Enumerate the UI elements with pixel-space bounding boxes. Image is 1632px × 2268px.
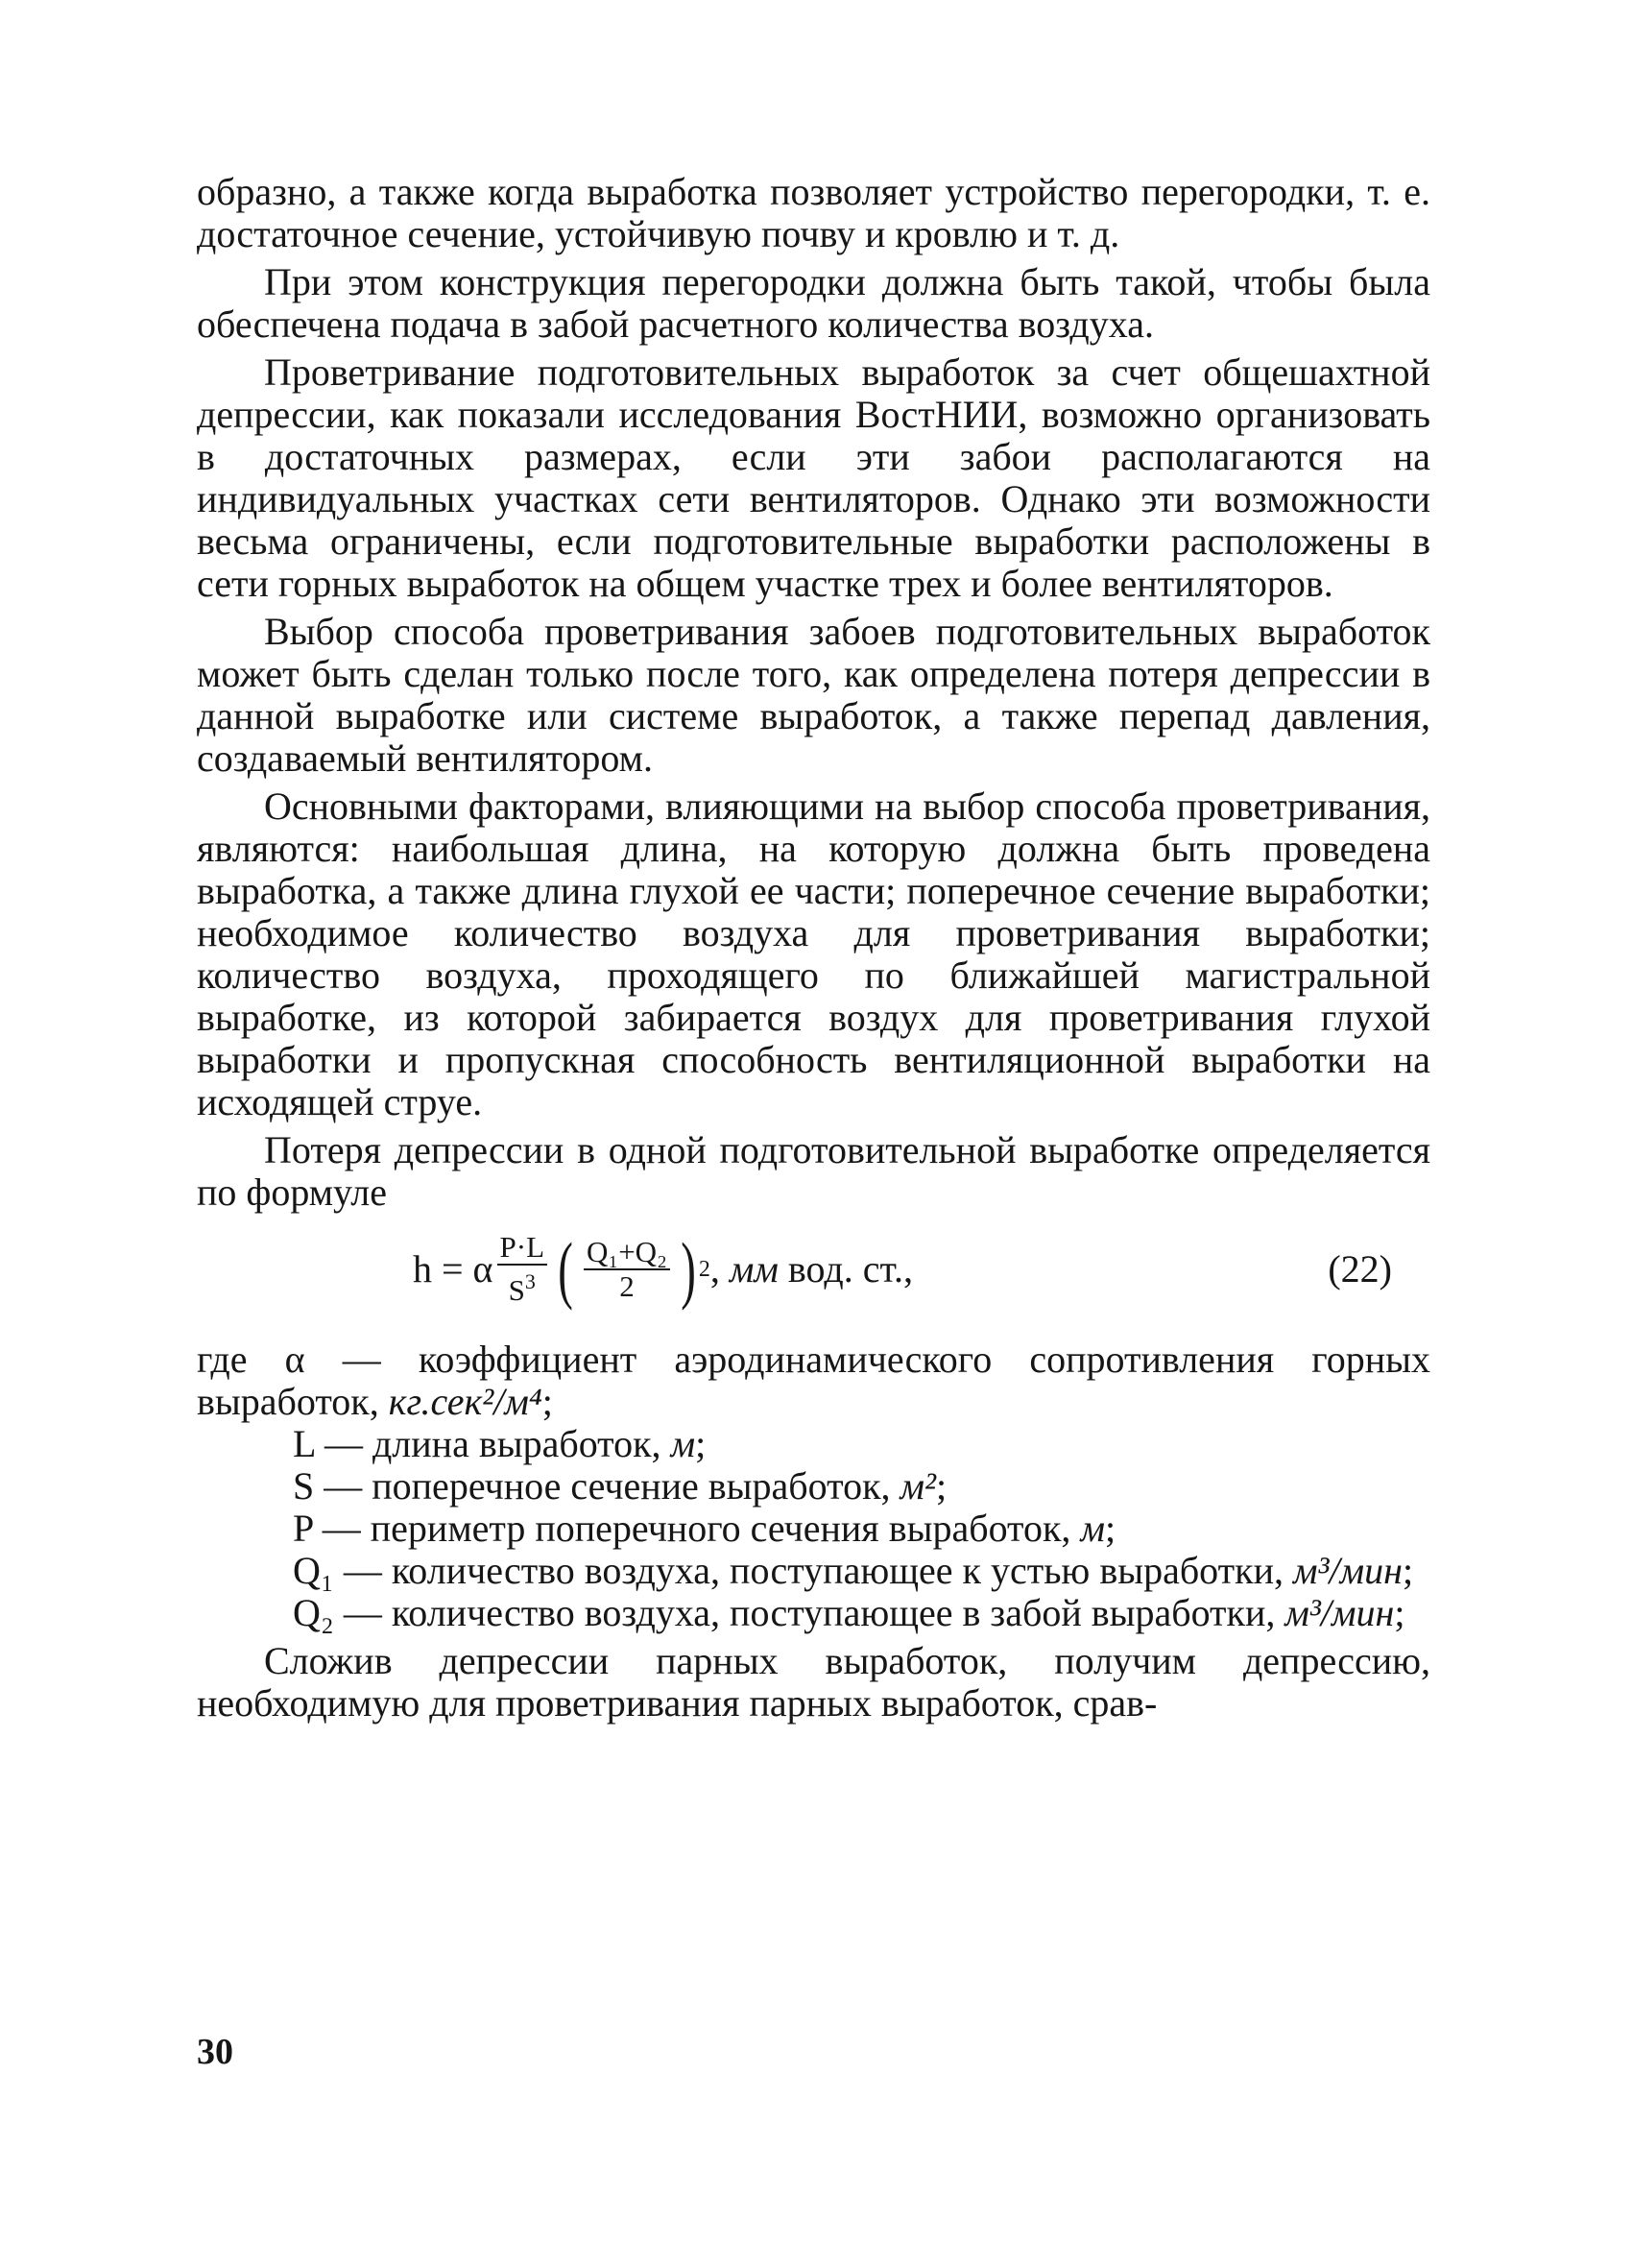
closing-paragraph: Сложив депрессии парных выработок, получим депрессию, необходимую для проветривания парных выработок, срав- xyxy=(197,1639,1430,1725)
definition-alpha-unit: кг.сек²/м⁴ xyxy=(388,1380,542,1423)
formula-inner-denominator: 2 xyxy=(619,1268,635,1303)
definition-L-unit: м xyxy=(670,1422,696,1465)
definition-S-end: ; xyxy=(936,1464,948,1508)
definition-P-end: ; xyxy=(1104,1507,1116,1550)
definition-Q2-unit: м³/мин xyxy=(1284,1591,1395,1634)
formula-inner-numerator: Q₁+Q₂ xyxy=(584,1236,670,1270)
definition-Q1-text: Q₁ — количество воздуха, поступающее к устью выработки, xyxy=(293,1549,1284,1592)
formula-unit-rest: вод. ст., xyxy=(787,1246,913,1291)
definition-L-end: ; xyxy=(695,1422,707,1465)
formula-power: 2 xyxy=(698,1256,710,1282)
formula-number: (22) xyxy=(1328,1247,1392,1291)
definition-P xyxy=(293,1508,1430,1550)
definition-P-text: P — периметр поперечного сечения выработок, xyxy=(293,1507,1071,1550)
paragraph-6: Потеря депрессии в одной подготовительной выработке определяется по формуле xyxy=(197,1128,1430,1214)
formula-unit-italic: мм xyxy=(729,1246,779,1291)
formula-denominator: S xyxy=(508,1273,525,1307)
definition-Q2 xyxy=(293,1592,1430,1634)
definition-Q1 xyxy=(293,1550,1430,1592)
formula-denominator-power: 3 xyxy=(524,1269,536,1293)
formula-inner-fraction xyxy=(584,1236,670,1303)
definition-P-unit: м xyxy=(1080,1507,1105,1550)
definition-S-text: S — поперечное сечение выработок, xyxy=(293,1464,891,1508)
left-paren: ( xyxy=(558,1226,573,1311)
definition-Q2-end: ; xyxy=(1394,1591,1405,1634)
definition-Q1-end: ; xyxy=(1403,1549,1414,1592)
paragraph-2: При этом конструкция перегородки должна быть такой, чтобы была обеспечена подача в забой расчетного количества воздуха. xyxy=(197,260,1430,346)
definition-L-text: L — длина выработок, xyxy=(293,1422,661,1465)
paragraph-3: Проветривание подготовительных выработок за счет общешахтной депрессии, как показали исследования ВостНИИ, возможно организовать в достаточных размерах, если эти забои располагаются на индивидуальных участках сети вентиляторов. Однако эти возможности весьма ограничены, если подготовительные выработки расположены в сети горных выработок на общем участке трех и более вентиляторов. xyxy=(197,350,1430,605)
definition-Q2-text: Q₂ — количество воздуха, поступающее в забой выработки, xyxy=(293,1591,1276,1634)
definition-L xyxy=(293,1423,1430,1465)
definition-alpha-text: где α — коэффициент аэродинамического сопротивления горных выработок, xyxy=(197,1338,1430,1423)
formula-numerator: P·L xyxy=(497,1231,548,1266)
page-number: 30 xyxy=(197,2032,233,2072)
definition-S xyxy=(293,1465,1430,1508)
right-paren: ) xyxy=(681,1226,696,1311)
definition-S-unit: м² xyxy=(900,1464,937,1508)
definition-Q1-unit: м³/мин xyxy=(1292,1549,1403,1592)
formula-expression xyxy=(413,1226,913,1311)
page-body xyxy=(197,171,1430,1730)
paragraph-4: Выбор способа проветривания забоев подготовительных выработок может быть сделан только после того, как определена потеря депрессии в данной выработке или системе выработок, а также перепад давления, создаваемый вентилятором. xyxy=(197,610,1430,780)
formula-lhs: h = α xyxy=(413,1246,493,1291)
formula-22 xyxy=(197,1225,1430,1317)
formula-comma: , xyxy=(709,1246,730,1291)
definition-alpha-end: ; xyxy=(541,1380,553,1423)
formula-denominator-group xyxy=(506,1266,539,1307)
formula-fraction xyxy=(497,1231,548,1307)
paragraph-5: Основными факторами, влияющими на выбор способа проветривания, являются: наибольшая длина, на которую должна быть проведена выработка, а также длина глухой ее части; поперечное сечение выработки; необходимое количество воздуха для проветривания выработки; количество воздуха, проходящего по ближайшей магистральной выработке, из которой забирается воздух для проветривания глухой выработки и пропускная способность вентиляционной выработки на исходящей струе. xyxy=(197,784,1430,1123)
paragraph-1: образно, а также когда выработка позволяет устройство перегородки, т. е. достаточное сечение, устойчивую почву и кровлю и т. д. xyxy=(197,170,1430,255)
definition-alpha xyxy=(197,1339,1430,1423)
formula-unit-space xyxy=(779,1248,788,1291)
